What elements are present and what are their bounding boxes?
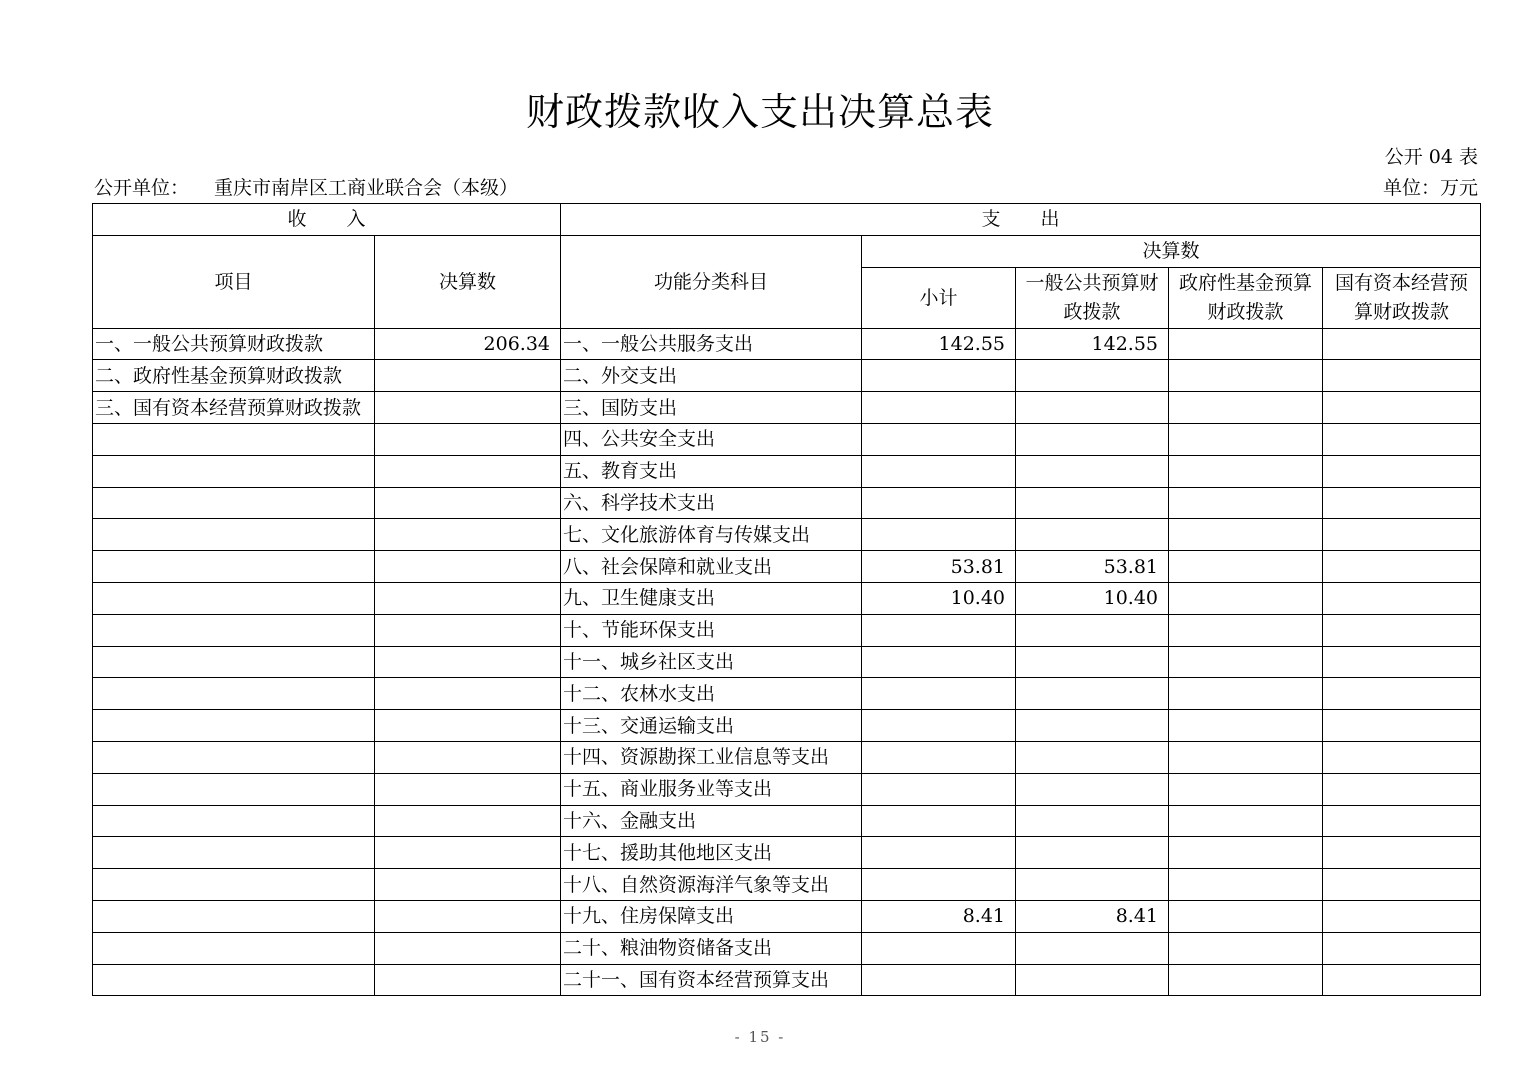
general-budget-cell xyxy=(1016,360,1169,392)
income-item-cell xyxy=(93,678,375,710)
income-amount-cell xyxy=(375,678,561,710)
gov-fund-cell xyxy=(1169,869,1323,901)
table-row xyxy=(93,741,1481,773)
state-capital-cell xyxy=(1323,360,1481,392)
general-budget-cell xyxy=(1016,614,1169,646)
table-row xyxy=(93,360,1481,392)
income-amount-cell xyxy=(375,837,561,869)
expense-item-cell: 六、科学技术支出 xyxy=(561,487,862,519)
gov-fund-cell xyxy=(1169,455,1323,487)
gov-fund-cell xyxy=(1169,741,1323,773)
income-amount-cell xyxy=(375,869,561,901)
state-capital-cell xyxy=(1323,519,1481,551)
income-amount-cell xyxy=(375,741,561,773)
general-budget-cell: 10.40 xyxy=(1016,582,1169,614)
state-capital-cell xyxy=(1323,932,1481,964)
income-item-cell xyxy=(93,805,375,837)
expense-item-cell: 四、公共安全支出 xyxy=(561,423,862,455)
subtotal-cell xyxy=(862,837,1016,869)
table-row xyxy=(93,646,1481,678)
gov-fund-cell xyxy=(1169,519,1323,551)
col-header-state-capital: 国有资本经营预算财政拨款 xyxy=(1323,267,1481,328)
general-budget-cell xyxy=(1016,392,1169,424)
general-budget-cell xyxy=(1016,932,1169,964)
table-row xyxy=(93,869,1481,901)
state-capital-cell xyxy=(1323,741,1481,773)
income-item-cell xyxy=(93,582,375,614)
income-item-cell xyxy=(93,900,375,932)
gov-fund-cell xyxy=(1169,582,1323,614)
general-budget-cell: 142.55 xyxy=(1016,328,1169,360)
income-item-cell: 一、一般公共预算财政拨款 xyxy=(93,328,375,360)
general-budget-cell xyxy=(1016,710,1169,742)
subtotal-cell xyxy=(862,423,1016,455)
gov-fund-cell xyxy=(1169,487,1323,519)
gov-fund-cell xyxy=(1169,678,1323,710)
income-amount-cell: 206.34 xyxy=(375,328,561,360)
general-budget-cell xyxy=(1016,455,1169,487)
state-capital-cell xyxy=(1323,423,1481,455)
header-row-2 xyxy=(93,235,1481,267)
expense-item-cell: 十、节能环保支出 xyxy=(561,614,862,646)
gov-fund-cell xyxy=(1169,328,1323,360)
subtotal-cell xyxy=(862,614,1016,646)
gov-fund-cell xyxy=(1169,360,1323,392)
subtotal-cell xyxy=(862,869,1016,901)
general-budget-cell xyxy=(1016,805,1169,837)
general-budget-cell xyxy=(1016,964,1169,996)
income-item-cell xyxy=(93,455,375,487)
state-capital-cell xyxy=(1323,805,1481,837)
table-row xyxy=(93,964,1481,996)
general-budget-cell xyxy=(1016,519,1169,551)
income-amount-cell xyxy=(375,773,561,805)
general-budget-cell xyxy=(1016,869,1169,901)
col-header-function: 功能分类科目 xyxy=(561,235,862,328)
income-amount-cell xyxy=(375,582,561,614)
income-amount-cell xyxy=(375,646,561,678)
expense-item-cell: 二十、粮油物资储备支出 xyxy=(561,932,862,964)
gov-fund-cell xyxy=(1169,900,1323,932)
income-item-cell xyxy=(93,869,375,901)
subtotal-cell xyxy=(862,392,1016,424)
state-capital-cell xyxy=(1323,551,1481,583)
state-capital-cell xyxy=(1323,582,1481,614)
income-amount-cell xyxy=(375,614,561,646)
unit-label: 单位：万元 xyxy=(1382,177,1478,199)
gov-fund-cell xyxy=(1169,423,1323,455)
table-row xyxy=(93,773,1481,805)
expense-item-cell: 九、卫生健康支出 xyxy=(561,582,862,614)
state-capital-cell xyxy=(1323,646,1481,678)
expense-item-cell: 八、社会保障和就业支出 xyxy=(561,551,862,583)
gov-fund-cell xyxy=(1169,614,1323,646)
income-amount-cell xyxy=(375,487,561,519)
general-budget-cell xyxy=(1016,773,1169,805)
expense-header xyxy=(561,204,1481,236)
expense-item-cell: 五、教育支出 xyxy=(561,455,862,487)
expense-item-cell: 十七、援助其他地区支出 xyxy=(561,837,862,869)
state-capital-cell xyxy=(1323,614,1481,646)
state-capital-cell xyxy=(1323,964,1481,996)
form-number: 公开 04 表 xyxy=(1384,146,1478,168)
expense-item-cell: 十五、商业服务业等支出 xyxy=(561,773,862,805)
table-row xyxy=(93,932,1481,964)
expense-item-cell: 三、国防支出 xyxy=(561,392,862,424)
gov-fund-cell xyxy=(1169,837,1323,869)
expense-item-cell: 十四、资源勘探工业信息等支出 xyxy=(561,741,862,773)
income-item-cell xyxy=(93,519,375,551)
table-row xyxy=(93,487,1481,519)
general-budget-cell: 53.81 xyxy=(1016,551,1169,583)
income-item-cell xyxy=(93,423,375,455)
table-row xyxy=(93,519,1481,551)
table-row xyxy=(93,614,1481,646)
table-body xyxy=(93,204,1481,996)
income-item-cell xyxy=(93,646,375,678)
subtotal-cell: 10.40 xyxy=(862,582,1016,614)
table-row xyxy=(93,551,1481,583)
page-number: - 15 - xyxy=(734,1028,786,1046)
state-capital-cell xyxy=(1323,455,1481,487)
subtotal-cell xyxy=(862,360,1016,392)
col-header-subtotal: 小计 xyxy=(862,267,1016,328)
state-capital-cell xyxy=(1323,487,1481,519)
subtotal-cell xyxy=(862,932,1016,964)
expense-item-cell: 十一、城乡社区支出 xyxy=(561,646,862,678)
subtotal-cell xyxy=(862,773,1016,805)
col-header-general: 一般公共预算财政拨款 xyxy=(1016,267,1169,328)
state-capital-cell xyxy=(1323,710,1481,742)
general-budget-cell xyxy=(1016,646,1169,678)
income-amount-cell xyxy=(375,423,561,455)
table-row xyxy=(93,328,1481,360)
subtotal-cell xyxy=(862,487,1016,519)
income-item-cell xyxy=(93,614,375,646)
subtotal-cell xyxy=(862,741,1016,773)
income-item-cell xyxy=(93,487,375,519)
general-budget-cell xyxy=(1016,741,1169,773)
gov-fund-cell xyxy=(1169,646,1323,678)
income-item-cell xyxy=(93,932,375,964)
subtotal-cell: 53.81 xyxy=(862,551,1016,583)
state-capital-cell xyxy=(1323,392,1481,424)
table-row xyxy=(93,710,1481,742)
table-row xyxy=(93,392,1481,424)
col-header-gov-fund: 政府性基金预算财政拨款 xyxy=(1169,267,1323,328)
income-amount-cell xyxy=(375,710,561,742)
expense-item-cell: 十八、自然资源海洋气象等支出 xyxy=(561,869,862,901)
subtotal-cell xyxy=(862,455,1016,487)
income-amount-cell xyxy=(375,392,561,424)
expense-item-cell: 二、外交支出 xyxy=(561,360,862,392)
expense-item-cell: 一、一般公共服务支出 xyxy=(561,328,862,360)
table-row xyxy=(93,423,1481,455)
gov-fund-cell xyxy=(1169,773,1323,805)
general-budget-cell xyxy=(1016,487,1169,519)
income-amount-cell xyxy=(375,519,561,551)
income-item-cell xyxy=(93,710,375,742)
income-header xyxy=(93,204,561,236)
state-capital-cell xyxy=(1323,328,1481,360)
subtotal-cell xyxy=(862,805,1016,837)
state-capital-cell xyxy=(1323,837,1481,869)
income-amount-cell xyxy=(375,900,561,932)
income-amount-cell xyxy=(375,360,561,392)
expense-header-label: 支出 xyxy=(981,208,1100,231)
income-header-label: 收入 xyxy=(287,208,406,231)
subtotal-cell xyxy=(862,678,1016,710)
appropriation-table xyxy=(92,203,1481,996)
subtotal-cell xyxy=(862,710,1016,742)
general-budget-cell xyxy=(1016,837,1169,869)
page-title: 财政拨款收入支出决算总表 xyxy=(525,90,994,134)
income-item-cell: 二、政府性基金预算财政拨款 xyxy=(93,360,375,392)
gov-fund-cell xyxy=(1169,710,1323,742)
table-row xyxy=(93,837,1481,869)
table-row xyxy=(93,900,1481,932)
income-item-cell xyxy=(93,551,375,583)
table-row xyxy=(93,455,1481,487)
subtotal-cell: 142.55 xyxy=(862,328,1016,360)
general-budget-cell xyxy=(1016,423,1169,455)
gov-fund-cell xyxy=(1169,551,1323,583)
header-row-1 xyxy=(93,204,1481,236)
expense-item-cell: 十二、农林水支出 xyxy=(561,678,862,710)
table-row xyxy=(93,582,1481,614)
subtotal-cell xyxy=(862,519,1016,551)
state-capital-cell xyxy=(1323,869,1481,901)
income-item-cell: 三、国有资本经营预算财政拨款 xyxy=(93,392,375,424)
income-item-cell xyxy=(93,741,375,773)
expense-item-cell: 十三、交通运输支出 xyxy=(561,710,862,742)
col-header-final: 决算数 xyxy=(862,235,1481,267)
income-item-cell xyxy=(93,837,375,869)
state-capital-cell xyxy=(1323,900,1481,932)
col-header-amount: 决算数 xyxy=(375,235,561,328)
gov-fund-cell xyxy=(1169,805,1323,837)
expense-item-cell: 二十一、国有资本经营预算支出 xyxy=(561,964,862,996)
subtotal-cell xyxy=(862,964,1016,996)
org-label: 公开单位： xyxy=(94,177,190,199)
income-item-cell xyxy=(93,773,375,805)
col-header-item: 项目 xyxy=(93,235,375,328)
expense-item-cell: 十六、金融支出 xyxy=(561,805,862,837)
table-row xyxy=(93,805,1481,837)
income-amount-cell xyxy=(375,455,561,487)
expense-item-cell: 十九、住房保障支出 xyxy=(561,900,862,932)
table-row xyxy=(93,678,1481,710)
income-amount-cell xyxy=(375,805,561,837)
subtotal-cell: 8.41 xyxy=(862,900,1016,932)
income-amount-cell xyxy=(375,932,561,964)
income-amount-cell xyxy=(375,964,561,996)
income-amount-cell xyxy=(375,551,561,583)
expense-item-cell: 七、文化旅游体育与传媒支出 xyxy=(561,519,862,551)
income-item-cell xyxy=(93,964,375,996)
subtotal-cell xyxy=(862,646,1016,678)
org-name: 重庆市南岸区工商业联合会（本级） xyxy=(214,177,519,199)
general-budget-cell: 8.41 xyxy=(1016,900,1169,932)
gov-fund-cell xyxy=(1169,392,1323,424)
state-capital-cell xyxy=(1323,773,1481,805)
general-budget-cell xyxy=(1016,678,1169,710)
state-capital-cell xyxy=(1323,678,1481,710)
gov-fund-cell xyxy=(1169,932,1323,964)
gov-fund-cell xyxy=(1169,964,1323,996)
